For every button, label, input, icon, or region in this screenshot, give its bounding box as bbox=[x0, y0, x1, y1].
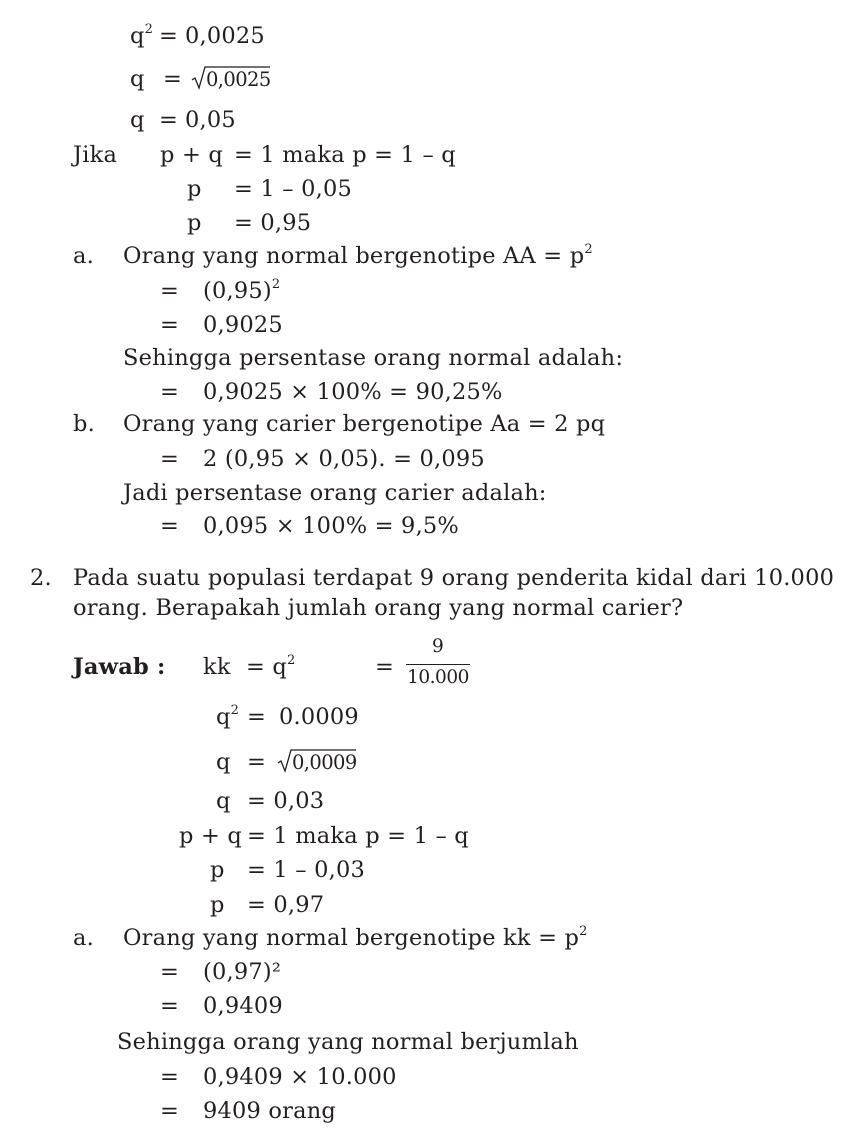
expr-rest: = 1 maka p = 1 – q bbox=[247, 823, 469, 849]
value: 0,0025 bbox=[185, 23, 265, 49]
value: 0,9025 × 100% = 90,25% bbox=[203, 379, 503, 405]
var-q: q bbox=[130, 107, 145, 133]
expr-rest: = 0,97 bbox=[247, 892, 325, 918]
expr-rest: = 1 – 0,05 bbox=[234, 176, 352, 202]
var-p: p bbox=[210, 857, 225, 883]
statement: Orang yang normal bergenotipe kk = $p^2$ bbox=[123, 924, 588, 951]
fraction bbox=[406, 638, 470, 687]
radicand: 0,0009 bbox=[292, 751, 357, 774]
var-p: p bbox=[210, 892, 225, 918]
equals-sign: = bbox=[160, 513, 180, 539]
kk-label: kk bbox=[203, 654, 231, 680]
radicand: 0,0025 bbox=[206, 68, 271, 91]
equals-sign: = bbox=[159, 23, 179, 49]
value: 0,9409 × 10.000 bbox=[203, 1064, 397, 1090]
expr: p + q bbox=[179, 823, 242, 849]
var-p: p bbox=[187, 210, 202, 236]
list-marker: a. bbox=[73, 243, 94, 269]
var-q: q bbox=[216, 749, 231, 775]
expr-rest: = 1 – 0,03 bbox=[247, 857, 365, 883]
eq-q-squared: $q^2$ bbox=[130, 22, 154, 49]
value: 0,095 × 100% = 9,5% bbox=[203, 513, 460, 539]
equals-sign: = bbox=[160, 379, 180, 405]
denominator: 10.000 bbox=[407, 666, 469, 688]
value: 0,9025 bbox=[203, 312, 283, 338]
equals-sign: = bbox=[247, 749, 267, 775]
expr: p + q bbox=[160, 142, 223, 168]
sentence: Jadi persentase orang carier adalah: bbox=[123, 480, 547, 506]
equals-sign: = bbox=[247, 704, 267, 730]
equals-sign: = bbox=[163, 66, 183, 92]
jawab-label: Jawab : bbox=[73, 654, 166, 680]
equals-sign: = bbox=[160, 312, 180, 338]
question-text-line2: orang. Berapakah jumlah orang yang normal carier? bbox=[73, 595, 684, 621]
list-marker: b. bbox=[73, 411, 95, 437]
value: 0,9409 bbox=[203, 993, 283, 1019]
var-p: p bbox=[187, 176, 202, 202]
equals-sign: = bbox=[160, 959, 180, 985]
jika-label: Jika bbox=[73, 142, 118, 168]
equals-sign: = bbox=[160, 993, 180, 1019]
question-number: 2. bbox=[30, 565, 52, 591]
value: 0.0009 bbox=[279, 704, 359, 730]
var-q: q bbox=[216, 788, 231, 814]
list-marker: a. bbox=[73, 925, 94, 951]
equals-q-squared: = $q^2$ bbox=[246, 653, 296, 680]
equals-sign: = bbox=[159, 107, 179, 133]
equals-sign: = bbox=[375, 654, 395, 680]
eq-q-squared: $q^2$ bbox=[216, 703, 240, 730]
square-root bbox=[278, 747, 358, 773]
equals-sign: = bbox=[160, 1064, 180, 1090]
statement: Orang yang carier bergenotipe Aa = 2 pq bbox=[123, 411, 606, 437]
value: 9409 orang bbox=[203, 1098, 337, 1124]
value: 2 (0,95 × 0,05). = 0,095 bbox=[203, 446, 485, 472]
equals-sign: = bbox=[160, 446, 180, 472]
sentence: Sehingga persentase orang normal adalah: bbox=[123, 345, 624, 371]
var-q: q bbox=[130, 66, 145, 92]
question-text-line1: Pada suatu populasi terdapat 9 orang penderita kidal dari 10.000 bbox=[73, 565, 835, 591]
sentence: Sehingga orang yang normal berjumlah bbox=[117, 1029, 579, 1055]
equals-sign: = bbox=[160, 278, 180, 304]
equals-sign: = bbox=[160, 1098, 180, 1124]
value: 0,05 bbox=[185, 107, 236, 133]
expr-rest: = 0,03 bbox=[247, 788, 325, 814]
expr-rest: = 0,95 bbox=[234, 210, 312, 236]
fraction-bar bbox=[406, 664, 470, 665]
value: $(0,95)^2$ bbox=[203, 277, 281, 304]
square-root bbox=[192, 64, 272, 90]
statement: Orang yang normal bergenotipe AA = $p^2$ bbox=[123, 242, 593, 269]
numerator: 9 bbox=[432, 636, 444, 657]
value: (0,97)² bbox=[203, 959, 282, 985]
expr-rest: = 1 maka p = 1 – q bbox=[234, 142, 456, 168]
